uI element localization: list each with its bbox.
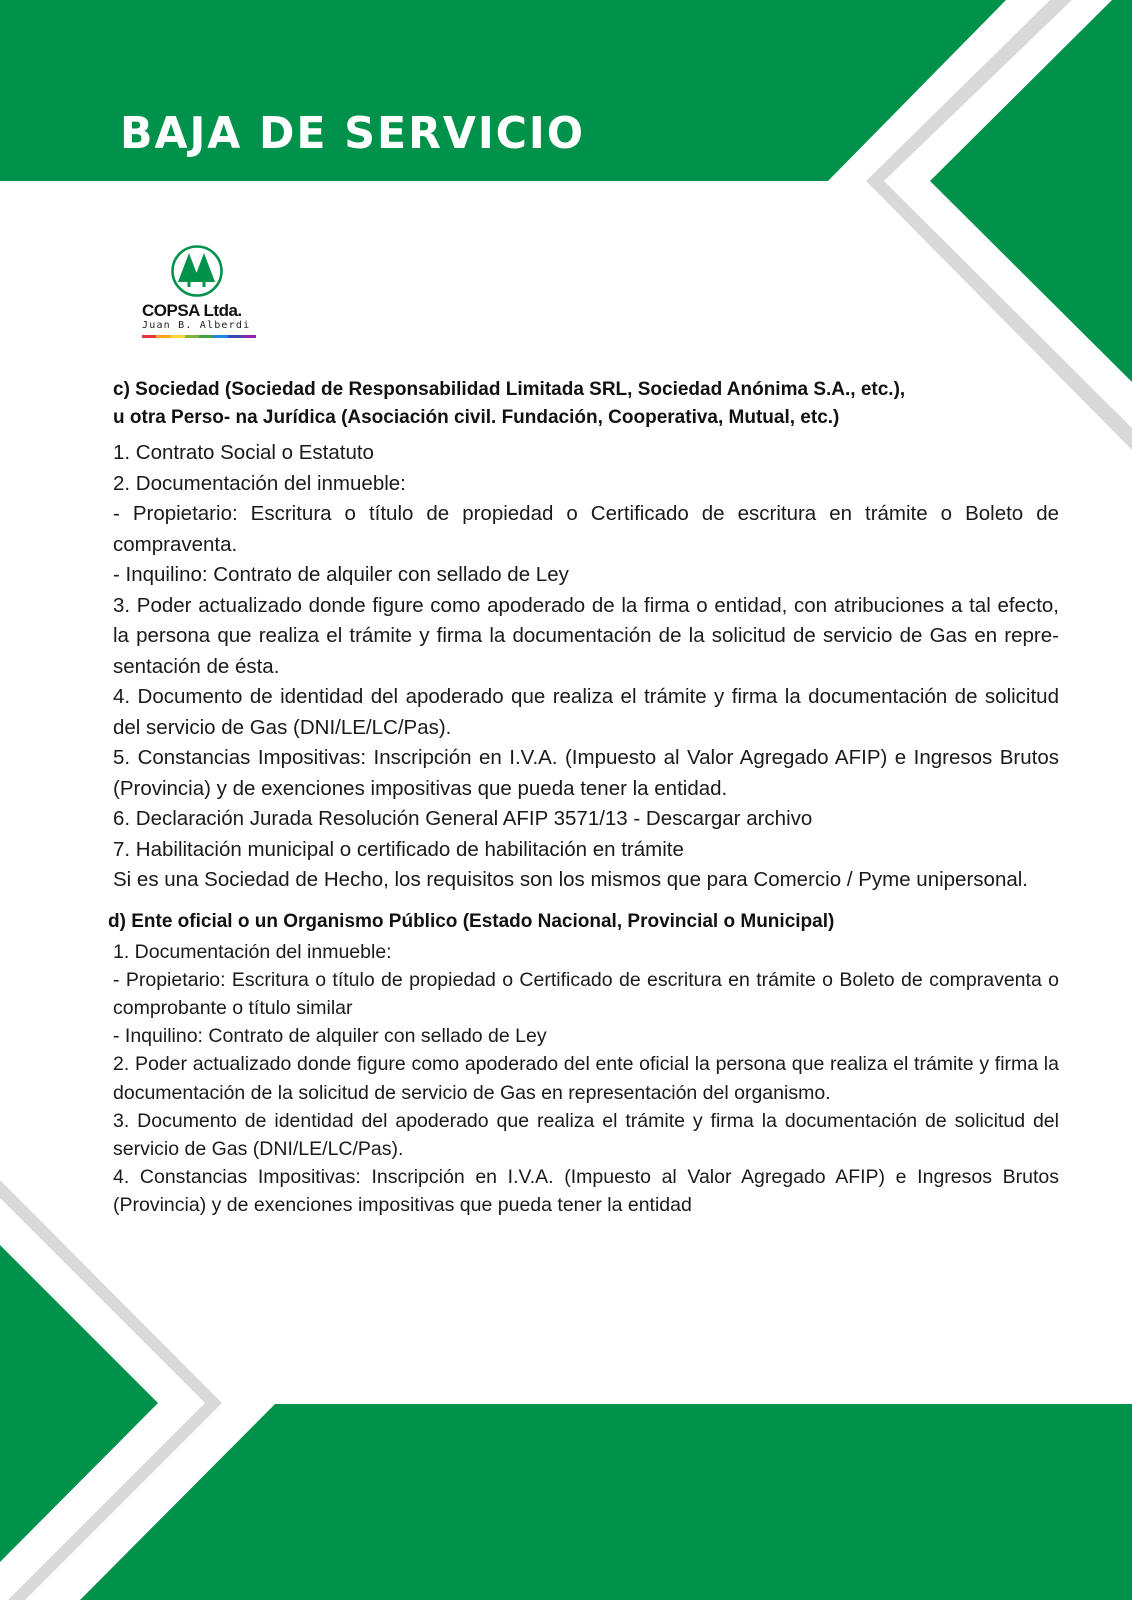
requirement-item: 1. Contrato Social o Estatuto: [113, 441, 374, 464]
logo-subtitle: Juan B. Alberdi: [142, 320, 251, 331]
chevron-green-bottom: [0, 1245, 158, 1562]
requirements-list: [113, 438, 1059, 896]
requirement-item: - Propietario: Escritura o título de propiedad o Certificado de escritura en trámite o Boleto de compraventa o comprobante o título similar: [113, 968, 1059, 1019]
page-title: BAJA DE SERVICIO: [120, 108, 585, 159]
chevron-green-top: [930, 0, 1132, 382]
requirement-item: 3. Documento de identidad del apoderado que realiza el trámite y firma la documentación de solicitud del servicio de Gas (DNI/LE/LC/Pas).: [113, 1109, 1059, 1160]
section-ente-oficial: [108, 908, 1059, 1220]
section-heading: d) Ente oficial o un Organismo Público (Estado Nacional, Provincial o Municipal): [108, 910, 835, 932]
footer-band: [80, 1404, 1132, 1600]
requirement-item: 5. Constancias Impositivas: Inscripción en I.V.A. (Impuesto al Valor Agregado AFIP) e Ingresos Brutos (Provincia) y de exenciones impositivas que pueda tener la entidad.: [113, 746, 1059, 800]
section-sociedad: [113, 376, 1059, 896]
requirements-list: [113, 938, 1059, 1220]
requirement-item: 3. Poder actualizado donde figure como apoderado de la firma o entidad, con atribuciones a tal efecto, la persona que realiza el trámite y firma la documentación de la solicitud de servicio de Gas en repre- sentación de ésta.: [113, 593, 1059, 678]
requirement-note: Si es una Sociedad de Hecho, los requisitos son los mismos que para Comercio / Pyme unipersonal.: [113, 868, 1028, 891]
company-logo: [140, 244, 260, 344]
logo-company-name: COPSA Ltda.: [142, 301, 242, 320]
requirement-item: 6. Declaración Jurada Resolución General AFIP 3571/13 - Descargar archivo: [113, 807, 813, 830]
section-heading: [113, 376, 1059, 432]
requirement-item: 4. Constancias Impositivas: Inscripción en I.V.A. (Impuesto al Valor Agregado AFIP) e Ingresos Brutos (Provincia) y de exenciones impositivas que pueda tener la entidad: [113, 1166, 1059, 1217]
requirement-item: - Inquilino: Contrato de alquiler con sellado de Ley: [113, 563, 569, 586]
requirement-item: 2. Documentación del inmueble:: [113, 471, 406, 495]
requirement-item: - Inquilino: Contrato de alquiler con sellado de Ley: [113, 1025, 547, 1048]
requirement-item: 7. Habilitación municipal o certificado de habilitación en trámite: [113, 837, 684, 861]
requirement-item: 1. Documentación del inmueble:: [113, 940, 392, 963]
requirement-item: - Propietario: Escritura o título de propiedad o Certificado de escritura en trámite o Boleto de compraventa.: [113, 502, 1059, 556]
section-heading-line-2: u otra Perso- na Jurídica (Asociación civil. Fundación, Cooperativa, Mutual, etc.): [113, 407, 840, 428]
twin-trees-circle-icon: [170, 244, 224, 298]
section-heading-line-1: c) Sociedad (Sociedad de Responsabilidad Limitada SRL, Sociedad Anónima S.A., etc.),: [113, 379, 906, 400]
requirement-item: 2. Poder actualizado donde figure como apoderado del ente oficial la persona que realiza el trámite y firma la documentación de la solicitud de servicio de Gas en representación del organismo.: [113, 1053, 1059, 1104]
requirement-item: 4. Documento de identidad del apoderado que realiza el trámite y firma la documentación de solicitud del servicio de Gas (DNI/LE/LC/Pas).: [113, 685, 1059, 739]
logo-rainbow-bar: [142, 335, 256, 338]
document-content: [108, 376, 1059, 1220]
